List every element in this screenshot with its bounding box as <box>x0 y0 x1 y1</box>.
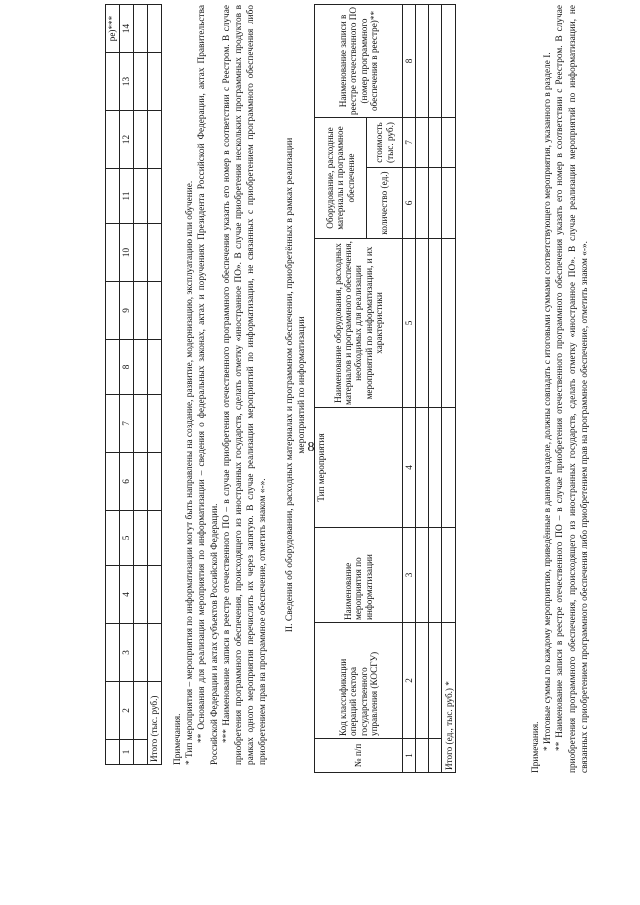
total-label: Итого (тыс. руб.) <box>148 682 162 765</box>
table-row <box>416 5 429 773</box>
table-cell: 6 <box>403 168 416 239</box>
equipment-table <box>314 4 456 773</box>
table-total-row <box>442 5 456 773</box>
total-label: Итого (ед., тыс. руб.) * <box>442 623 456 773</box>
notes-title: Примечания. <box>531 721 541 773</box>
header-cell-equipment-group: Оборудование, расходные материалы и программное обеспечение <box>315 118 367 239</box>
table-cell: 9 <box>120 282 134 340</box>
table-cell: 1 <box>120 740 134 765</box>
table-total-row <box>148 5 162 765</box>
notes-block-2 <box>530 5 591 773</box>
table-cell: 2 <box>403 623 416 739</box>
header-cell-equipment-name: Наименование оборудования, расходных материалов и программного обеспечения, необходимых для реализации мероприятий по информатизации, и их характеристики <box>315 239 403 408</box>
table-numbers-row <box>403 5 416 773</box>
notes-block-1 <box>172 5 270 765</box>
header-cell-number: № п/п <box>315 739 403 773</box>
table-cell: 12 <box>120 111 134 169</box>
note-line: *** Наименование записи в реестре отечественного ПО – в случае приобретения отечественного программного обеспечения указать его номер в соответствии с Реестром. В случае приобретения программного обеспечения, происходящего из иностранных государств, сделать отметку «иностранное ПО». В случае приобретения нескольких программных продуктов в рамках одного мероприятия перечислить их через запятую. В случае реализации мероприятий по информатизации, не связанных с приобретением программного обеспечения либо приобретением прав на программное обеспечение, отметить знаком «-». <box>221 5 269 765</box>
note-line: * Итоговые суммы по каждому мероприятию, приведённые в данном разделе, должны совпадать с итоговыми суммами соответствующего мероприятия, указанного в разделе I. <box>543 52 554 751</box>
table-cell: 7 <box>403 118 416 168</box>
table-cell: 13 <box>120 53 134 111</box>
table-cell: 8 <box>120 340 134 395</box>
table-cell: 14 <box>120 5 134 53</box>
table-cell: 4 <box>403 408 416 528</box>
note-line: ** Наименование записи в реестре отечественного ПО – в случае приобретения отечественного программного обеспечения указать его номер в соответствии с Реестром. В случае приобретения программного обеспечения, происходящего из иностранных государств, сделать отметку «иностранное ПО». В случае реализации мероприятий по информатизации, не связанных с приобретением программного обеспечения либо приобретением прав на программное обеспечение, отметить знаком «-». <box>555 5 590 773</box>
table-cell: 5 <box>120 511 134 566</box>
header-cell-event-type: Тип мероприятия <box>315 408 403 528</box>
table-cell: 3 <box>403 528 416 623</box>
table-cell: 8 <box>403 5 416 118</box>
table-cell: ре)*** <box>106 5 120 53</box>
page-number: 8 <box>307 440 315 455</box>
table-row <box>134 5 148 765</box>
table-cell: 3 <box>120 624 134 682</box>
table-cell: 4 <box>120 566 134 624</box>
table-cell: 1 <box>403 739 416 773</box>
continuation-table <box>105 4 162 765</box>
note-line: * Тип мероприятия – мероприятия по информатизации могут быть направлены на создание, развитие, модернизацию, эксплуатацию или обучение. <box>185 180 196 765</box>
table-header-row <box>315 5 367 773</box>
table-cell: 6 <box>120 453 134 511</box>
table-header-row <box>120 5 134 765</box>
table-cell: 11 <box>120 169 134 224</box>
header-cell-registry: Наименование записи в реестре отечественного ПО (номер программного обеспечения в реестре)** <box>315 5 403 118</box>
section-title: II. Сведения об оборудовании, расходных материалах и программном обеспечении, приобретённых в рамках реализации мероприятий по информатизации <box>284 137 308 633</box>
table-cell: 7 <box>120 395 134 453</box>
table-row <box>106 5 120 765</box>
notes-title: Примечания. <box>173 713 183 765</box>
header-cell-kosgu: Код классификации операций сектора государственного управления (КОСГУ) <box>315 623 403 739</box>
table-cell: 5 <box>403 239 416 408</box>
header-cell-quantity: количество (ед.) <box>367 168 403 239</box>
header-cell-event-name: Наименование мероприятия по информатизации <box>315 528 403 623</box>
table-cell: 2 <box>120 682 134 740</box>
table-cell: 10 <box>120 224 134 282</box>
table-row <box>429 5 442 773</box>
note-line: ** Основания для реализации мероприятия по информатизации – сведения о федеральных законах, актах и поручениях Президента Российской Федерации, актах Правительства Российской Федерации и актах субъектов Российской Федерации. <box>197 5 220 765</box>
header-cell-cost: стоимость (тыс. руб.) <box>367 118 403 168</box>
